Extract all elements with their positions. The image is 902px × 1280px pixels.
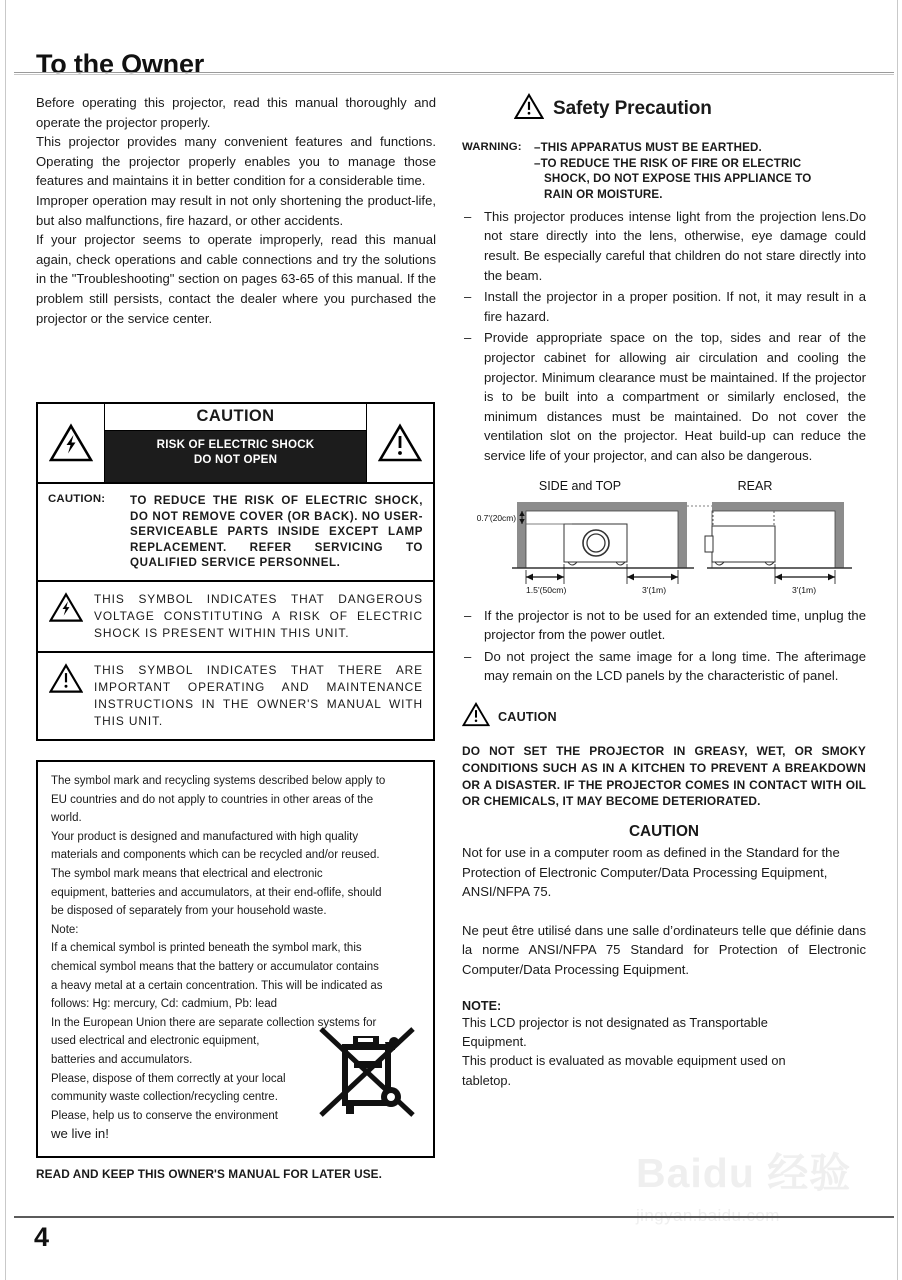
note-line: This product is evaluated as movable equipment used on — [462, 1053, 786, 1069]
caution-row-text: TO REDUCE THE RISK OF ELECTRIC SHOCK, DO NOT REMOVE COVER (OR BACK). NO USER-SERVICEABLE PARTS INSIDE EXCEPT LAMP REPLACEMENT. REFER SERVICING TO QUALIFIED SERVICE PERSONNEL. — [130, 494, 423, 570]
caution-banner — [105, 431, 366, 482]
page-number: 4 — [34, 1222, 50, 1252]
caution-standard-english: Not for use in a computer room as defined in the Standard for the Protection of Electronic Computer/Data Processing Equipment, ANSI/NFPA 75. — [462, 845, 840, 900]
recycle-line: equipment, batteries and accumulators, at their end-oflife, should — [51, 886, 382, 899]
baidu-watermark — [636, 1150, 876, 1254]
page-edge-left — [5, 0, 6, 1280]
caution-text-row — [38, 484, 433, 582]
note-line: tabletop. — [462, 1072, 512, 1088]
diagram-dim-top: 0.7'(20cm) — [476, 512, 516, 523]
intro-paragraph-2: This projector provides many convenient features and functions. Operating the projector properly enables you to manage those features and maintains it in better condition for a considerable time. — [36, 134, 436, 189]
recycle-line: Please, dispose of them correctly at your local — [51, 1072, 286, 1085]
safety-bullet-list-bottom — [462, 606, 866, 686]
exclamation-triangle-icon — [462, 702, 490, 732]
caution-box-header — [38, 404, 433, 484]
left-column — [36, 93, 436, 328]
caution-row-label: CAUTION: — [48, 493, 106, 505]
recycle-line: The symbol mark means that electrical and electronic — [51, 867, 323, 880]
symbol-row-voltage-text: THIS SYMBOL INDICATES THAT DANGEROUS VOLTAGE CONSTITUTING A RISK OF ELECTRIC SHOCK IS PRESENT WITHIN THIS UNIT. — [94, 591, 423, 640]
diagram-dim-rear: 3'(1m) — [792, 584, 817, 595]
safety-precaution-title: Safety Precaution — [553, 98, 712, 119]
recycle-line: be disposed of separately from your household waste. — [51, 905, 327, 918]
crossed-out-wheelie-bin-icon — [315, 1011, 421, 1128]
caution-symbol-title: CAUTION — [498, 709, 557, 724]
recycle-line: Your product is designed and manufactured with high quality — [51, 830, 359, 843]
caution-standard-heading: CAUTION — [628, 823, 700, 841]
list-item: – Install the projector in a proper position. If not, it may result in a fire hazard. — [462, 287, 866, 326]
right-column — [462, 93, 866, 1090]
header-divider — [14, 72, 894, 75]
diagram-label-rear: REAR — [737, 478, 773, 493]
warning-line: SHOCK, DO NOT EXPOSE THIS APPLIANCE TO — [544, 172, 812, 186]
exclamation-triangle-icon — [38, 653, 94, 739]
recycling-information-box — [36, 760, 435, 1158]
lightning-bolt-triangle-icon — [38, 582, 94, 651]
list-item: – Provide appropriate space on the top, sides and rear of the projector cabinet for allowing air circulation and cooling the projector. Minimum clearance must be maintained. If the projector is to be built into a compartment or similarly enclosed, the minimum distances must be maintained. Do not cover the ventilation slot on the projector. Heat build-up can reduce the service life of your projector, and can also be dangerous. — [462, 328, 866, 465]
warning-block — [462, 140, 866, 203]
caution-greasy-text: DO NOT SET THE PROJECTOR IN GREASY, WET, OR SMOKY CONDITIONS SUCH AS IN A KITCHEN TO PREVENT A BREAKDOWN OR A DISASTER. IF THE PROJECTOR COMES IN CONTACT WITH OIL OR CHEMICALS, IT MAY BECOME DETERIORATED. — [462, 743, 866, 809]
page-title: To the Owner — [36, 49, 205, 80]
recycle-line: The symbol mark and recycling systems described below apply to — [51, 775, 386, 787]
recycle-line: batteries and accumulators. — [51, 1053, 193, 1066]
note-label: NOTE: — [462, 998, 502, 1013]
diagram-dim-right: 3'(1m) — [642, 584, 667, 595]
lightning-bolt-triangle-icon — [38, 404, 104, 482]
warning-label: WARNING: — [462, 141, 522, 153]
safety-precaution-heading — [514, 93, 866, 125]
recycle-line: follows: Hg: mercury, Cd: cadmium, Pb: lead — [51, 998, 278, 1011]
page-edge-right — [897, 0, 898, 1280]
caution-banner-line-2: DO NOT OPEN — [193, 453, 278, 466]
read-keep-notice: READ AND KEEP THIS OWNER'S MANUAL FOR LATER USE. — [36, 1167, 383, 1181]
recycle-line: community waste collection/recycling centre. — [51, 1091, 278, 1104]
warning-line: –THIS APPARATUS MUST BE EARTHED. — [534, 141, 762, 154]
watermark-main-text: Baidu 经验 — [636, 1150, 852, 1196]
symbol-row-instructions — [38, 653, 433, 739]
recycle-line: If a chemical symbol is printed beneath the symbol mark, this — [51, 942, 362, 955]
list-item: – This projector produces intense light from the projection lens.Do not stare directly into the lens, otherwise, eye damage could result. Be especially careful that children do not stare directly into the beam. — [462, 207, 866, 285]
caution-box-center — [104, 404, 367, 482]
recycle-line: chemical symbol means that the battery or accumulator contains — [51, 960, 379, 973]
intro-paragraph-3: Improper operation may result in not only shortening the product-life, but also malfunctions, fire hazard, or other accidents. — [36, 192, 436, 228]
note-line: Equipment. — [462, 1034, 527, 1050]
list-item: – If the projector is not to be used for an extended time, unplug the projector from the power outlet. — [462, 606, 866, 645]
safety-bullet-list-top — [462, 207, 866, 466]
recycle-line: Please, help us to conserve the environment — [51, 1109, 278, 1122]
warning-line: RAIN OR MOISTURE. — [544, 188, 663, 202]
recycle-last-line: we live in! — [51, 1126, 109, 1142]
clearance-diagram — [462, 478, 866, 600]
symbol-row-instructions-text: THIS SYMBOL INDICATES THAT THERE ARE IMPORTANT OPERATING AND MAINTENANCE INSTRUCTIONS IN THE OWNER'S MANUAL WITH THIS UNIT. — [94, 662, 423, 728]
electric-shock-caution-box — [36, 402, 435, 741]
symbol-row-voltage — [38, 582, 433, 653]
intro-paragraph-1: Before operating this projector, read this manual thoroughly and operate the projector properly. — [36, 95, 436, 130]
exclamation-triangle-icon — [367, 404, 433, 482]
recycle-line: used electrical and electronic equipment, — [51, 1035, 260, 1048]
recycle-line: In the European Union there are separate collection systems for — [51, 1016, 377, 1029]
recycle-line: EU countries and do not apply to countries in other areas of the — [51, 793, 374, 806]
intro-paragraph-4: If your projector seems to operate improperly, read this manual again, check operations and cable connections and try the solutions in the "Troubleshooting" section on pages 63-65 of this manual. If the problem still persists, contact the dealer where you purchased the projector or the service center. — [36, 232, 436, 326]
diagram-dim-left: 1.5'(50cm) — [526, 584, 567, 595]
caution-banner-line-1: RISK OF ELECTRIC SHOCK — [156, 438, 315, 451]
footer-divider — [14, 1216, 894, 1218]
note-line: This LCD projector is not designated as Transportable — [462, 1014, 768, 1030]
warning-lines — [534, 140, 866, 203]
recycle-line: Note: — [51, 923, 79, 936]
recycle-line: materials and components which can be recycled and/or reused. — [51, 849, 380, 862]
caution-heading: CAUTION — [105, 404, 366, 431]
caution-standard-french: Ne peut être utilisé dans une salle d’ordinateurs telle que définie dans la norme ANSI/NFPA 75 Standard for Protection of Electronic Computer/Data Processing Equipment. — [462, 922, 866, 978]
diagram-label-side-top: SIDE and TOP — [538, 478, 622, 493]
caution-symbol-heading — [462, 702, 866, 732]
warning-line: –TO REDUCE THE RISK OF FIRE OR ELECTRIC — [534, 156, 802, 170]
exclamation-triangle-icon — [514, 93, 544, 125]
recycle-line: world. — [51, 812, 82, 825]
list-item: – Do not project the same image for a long time. The afterimage may remain on the LCD panels by the characteristic of panel. — [462, 647, 866, 686]
note-body — [462, 1013, 866, 1091]
recycle-line: a heavy metal at a certain concentration. This will be indicated as — [51, 979, 383, 992]
